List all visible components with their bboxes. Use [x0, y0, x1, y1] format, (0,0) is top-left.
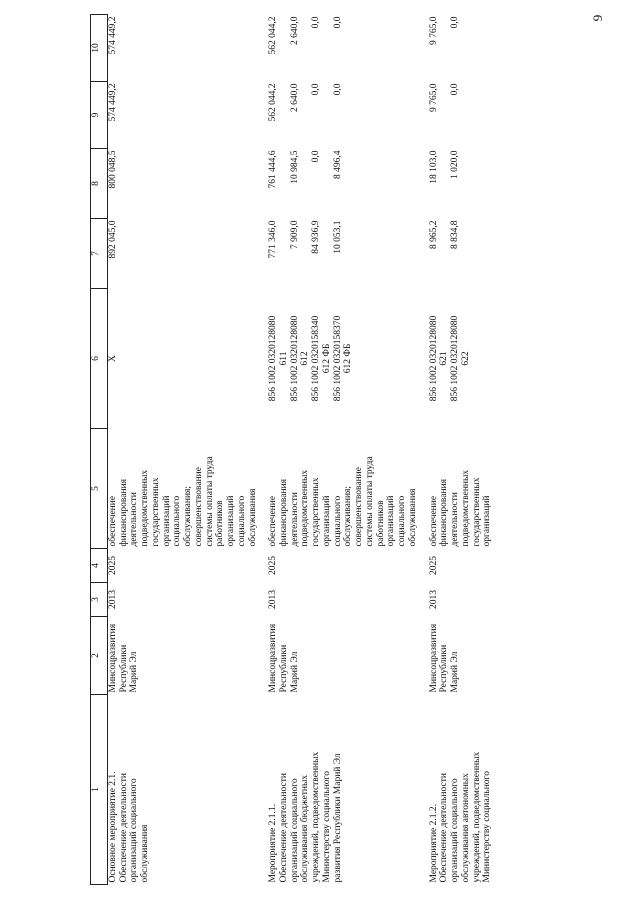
- rotated-table-container: [90, 15, 620, 885]
- row-separator: [419, 15, 429, 885]
- header-cell: 9: [91, 82, 108, 149]
- cell-line: X: [108, 355, 118, 362]
- spacer-cell: [419, 429, 429, 549]
- spacer: [300, 151, 311, 217]
- spacer-cell: [258, 617, 268, 695]
- cell-line: подведомственных: [300, 469, 311, 547]
- start-year-cell: 2013: [428, 590, 439, 609]
- cell-line: организаций: [386, 495, 397, 547]
- value-col8-cell: [268, 149, 418, 219]
- spacer: [439, 17, 450, 80]
- value: 771 346,0: [268, 220, 279, 259]
- header-cell: 2: [91, 617, 108, 695]
- cell-line: финансирования: [279, 478, 290, 547]
- cell-line: Марий Эл: [289, 651, 300, 693]
- value: 761 444,6: [268, 150, 279, 189]
- row-separator: [258, 15, 268, 885]
- cell-line: развития Республики Марий Эл: [332, 753, 343, 883]
- cell-line: обслуживания бюджетных: [300, 774, 311, 883]
- budget-code-cell: [108, 289, 259, 429]
- spacer: [322, 17, 333, 80]
- spacer-cell: [419, 617, 429, 695]
- header-cell: 8: [91, 149, 108, 219]
- cell-line: организаций: [161, 495, 172, 547]
- cell-line: государственных: [311, 477, 322, 547]
- spacer: [322, 84, 333, 147]
- header-cell: 3: [91, 583, 108, 617]
- cell-line: социального: [172, 495, 183, 547]
- header-cell: 5: [91, 429, 108, 549]
- executor-cell: [429, 617, 493, 695]
- value: 1 020,0: [450, 150, 461, 179]
- table-row: [268, 15, 418, 885]
- value-col8-cell: [108, 149, 259, 219]
- cell-line: социального: [332, 495, 343, 547]
- cell-line: Министерству социального: [482, 771, 493, 883]
- cell-line: организаций социального: [129, 778, 140, 883]
- cell-line: 856 1002 0320128080: [428, 315, 439, 402]
- cell-line: Республики: [439, 644, 450, 693]
- end-year-cell: 2025: [108, 556, 118, 575]
- spacer-cell: [419, 219, 429, 289]
- page-number: 9: [590, 14, 605, 22]
- value: 562 044,2: [268, 83, 279, 122]
- cell-line: государственных: [471, 477, 482, 547]
- start-year-cell: 2013: [108, 590, 118, 609]
- spacer: [279, 221, 290, 287]
- value: 800 048,5: [108, 150, 118, 189]
- cell-line: 612: [300, 351, 311, 366]
- value: 574 449,2: [108, 83, 118, 122]
- value-col7-cell: [429, 219, 493, 289]
- table-row: [108, 15, 259, 885]
- cell-line: деятельности: [289, 492, 300, 547]
- value: 574 449,2: [108, 16, 118, 55]
- value: 10 984,5: [289, 150, 300, 184]
- measure-name-cell: [429, 695, 493, 885]
- cell-line: Основное мероприятие 2.1.: [108, 771, 118, 883]
- cell-line: 612 ФБ: [321, 343, 332, 374]
- cell-line: деятельности: [450, 492, 461, 547]
- value: 2 640,0: [289, 83, 300, 112]
- value: 892 045,0: [108, 220, 118, 259]
- value: 9 765,0: [428, 16, 439, 45]
- spacer: [300, 17, 311, 80]
- value: 7 909,0: [289, 220, 300, 249]
- cell-line: обеспечение: [428, 495, 439, 547]
- spacer: [279, 84, 290, 147]
- table-row: [429, 15, 493, 885]
- cell-line: Обеспечение деятельности: [439, 773, 450, 883]
- cell-line: обслуживания;: [343, 485, 354, 547]
- result-cell: [429, 429, 493, 549]
- cell-line: Мероприятие 2.1.2.: [428, 803, 439, 883]
- spacer: [439, 221, 450, 287]
- value: 0,0: [450, 16, 461, 29]
- cell-line: организаций социального: [289, 778, 300, 883]
- value: 8 834,8: [450, 220, 461, 249]
- cell-line: 621: [439, 351, 450, 366]
- value: 0,0: [311, 83, 322, 96]
- spacer-cell: [258, 149, 268, 219]
- cell-line: организаций: [321, 495, 332, 547]
- value-col10-cell: [108, 15, 259, 82]
- budget-code-cell: [429, 289, 493, 429]
- start-year-cell: 2013: [268, 590, 279, 609]
- header-cell: 1: [91, 695, 108, 885]
- header-cell: 4: [91, 549, 108, 583]
- spacer-cell: [419, 583, 429, 617]
- cell-line: Обеспечение деятельности: [279, 773, 290, 883]
- value-col9-cell: [429, 82, 493, 149]
- cell-line: Минсоцразвития: [108, 623, 118, 693]
- cell-line: Марий Эл: [450, 651, 461, 693]
- spacer-cell: [258, 219, 268, 289]
- cell-line: учреждений, подведомственных: [311, 751, 322, 883]
- program-table: [90, 14, 493, 885]
- header-cell: 7: [91, 219, 108, 289]
- spacer: [322, 221, 333, 287]
- cell-line: финансирования: [439, 478, 450, 547]
- value-col7-cell: [268, 219, 418, 289]
- cell-line: совершенствование: [354, 467, 365, 547]
- spacer-cell: [258, 695, 268, 885]
- spacer: [322, 151, 333, 217]
- spacer-cell: [419, 82, 429, 149]
- value: 84 936,9: [311, 220, 322, 254]
- value-col9-cell: [108, 82, 259, 149]
- cell-line: обслуживания: [247, 488, 258, 547]
- spacer-cell: [419, 289, 429, 429]
- value: 8 496,4: [332, 150, 343, 179]
- spacer-cell: [258, 82, 268, 149]
- cell-line: подведомственных: [140, 469, 151, 547]
- budget-code-cell: [268, 289, 418, 429]
- cell-line: 856 1002 0320158340: [311, 315, 322, 402]
- value: 0,0: [332, 83, 343, 96]
- cell-line: обеспечение: [268, 495, 279, 547]
- spacer-cell: [258, 429, 268, 549]
- value-col9-cell: [268, 82, 418, 149]
- value: 562 044,2: [268, 16, 279, 55]
- header-cell: 10: [91, 15, 108, 82]
- result-cell: [268, 429, 418, 549]
- measure-name-cell: [268, 695, 418, 885]
- measure-name-cell: [108, 695, 259, 885]
- header-cell: 6: [91, 289, 108, 429]
- spacer-cell: [419, 695, 429, 885]
- cell-line: работников: [215, 500, 226, 547]
- cell-line: Мероприятие 2.1.1.: [268, 803, 279, 883]
- spacer: [279, 151, 290, 217]
- cell-line: Обеспечение деятельности: [118, 773, 129, 883]
- cell-line: совершенствование: [193, 467, 204, 547]
- value: 2 640,0: [289, 16, 300, 45]
- cell-line: 612 ФБ: [343, 343, 354, 374]
- value: 0,0: [450, 83, 461, 96]
- cell-line: 611: [279, 351, 290, 366]
- cell-line: 856 1002 0320128080: [268, 315, 279, 402]
- value: 0,0: [332, 16, 343, 29]
- spacer-cell: [419, 149, 429, 219]
- cell-line: Министерству социального: [321, 771, 332, 883]
- spacer-cell: [419, 15, 429, 82]
- header-row: [91, 15, 108, 885]
- cell-line: обслуживания: [407, 488, 418, 547]
- cell-line: учреждений, подведомственных: [471, 751, 482, 883]
- value: 10 053,1: [332, 220, 343, 254]
- value: 9 765,0: [428, 83, 439, 112]
- cell-line: деятельности: [129, 492, 140, 547]
- cell-line: социального: [397, 495, 408, 547]
- cell-line: обслуживания;: [183, 485, 194, 547]
- cell-line: государственных: [150, 477, 161, 547]
- end-year-cell: 2025: [268, 556, 279, 575]
- cell-line: Минсоцразвития: [428, 623, 439, 693]
- table-body: [108, 15, 493, 885]
- value: 0,0: [311, 150, 322, 163]
- cell-line: 856 1002 0320128080: [289, 315, 300, 402]
- result-cell: [108, 429, 259, 549]
- value: 8 965,2: [428, 220, 439, 249]
- executor-cell: [108, 617, 259, 695]
- spacer-cell: [258, 15, 268, 82]
- cell-line: Марий Эл: [129, 651, 140, 693]
- spacer-cell: [258, 583, 268, 617]
- cell-line: социального: [236, 495, 247, 547]
- cell-line: обслуживания: [140, 824, 151, 883]
- value: 0,0: [311, 16, 322, 29]
- cell-line: подведомственных: [460, 469, 471, 547]
- spacer: [279, 17, 290, 80]
- cell-line: Республики: [279, 644, 290, 693]
- spacer: [300, 221, 311, 287]
- value-col7-cell: [108, 219, 259, 289]
- cell-line: организаций: [226, 495, 237, 547]
- spacer-cell: [258, 549, 268, 583]
- cell-line: организаций социального: [450, 778, 461, 883]
- cell-line: 856 1002 0320128080: [450, 315, 461, 402]
- spacer-cell: [419, 549, 429, 583]
- spacer-cell: [258, 289, 268, 429]
- spacer: [439, 84, 450, 147]
- cell-line: финансирования: [118, 478, 129, 547]
- cell-line: системы оплаты труда: [364, 456, 375, 547]
- cell-line: обслуживания автономных: [460, 773, 471, 883]
- spacer: [300, 84, 311, 147]
- cell-line: 622: [460, 351, 471, 366]
- cell-line: Минсоцразвития: [268, 623, 279, 693]
- executor-cell: [268, 617, 418, 695]
- value-col10-cell: [429, 15, 493, 82]
- cell-line: организаций: [482, 495, 493, 547]
- cell-line: системы оплаты труда: [204, 456, 215, 547]
- value-col8-cell: [429, 149, 493, 219]
- cell-line: 856 1002 0320158370: [332, 315, 343, 402]
- cell-line: работников: [375, 500, 386, 547]
- value: 18 103,0: [428, 150, 439, 184]
- value-col10-cell: [268, 15, 418, 82]
- cell-line: обеспечение: [108, 495, 118, 547]
- spacer: [439, 151, 450, 217]
- end-year-cell: 2025: [428, 556, 439, 575]
- cell-line: Республики: [118, 644, 129, 693]
